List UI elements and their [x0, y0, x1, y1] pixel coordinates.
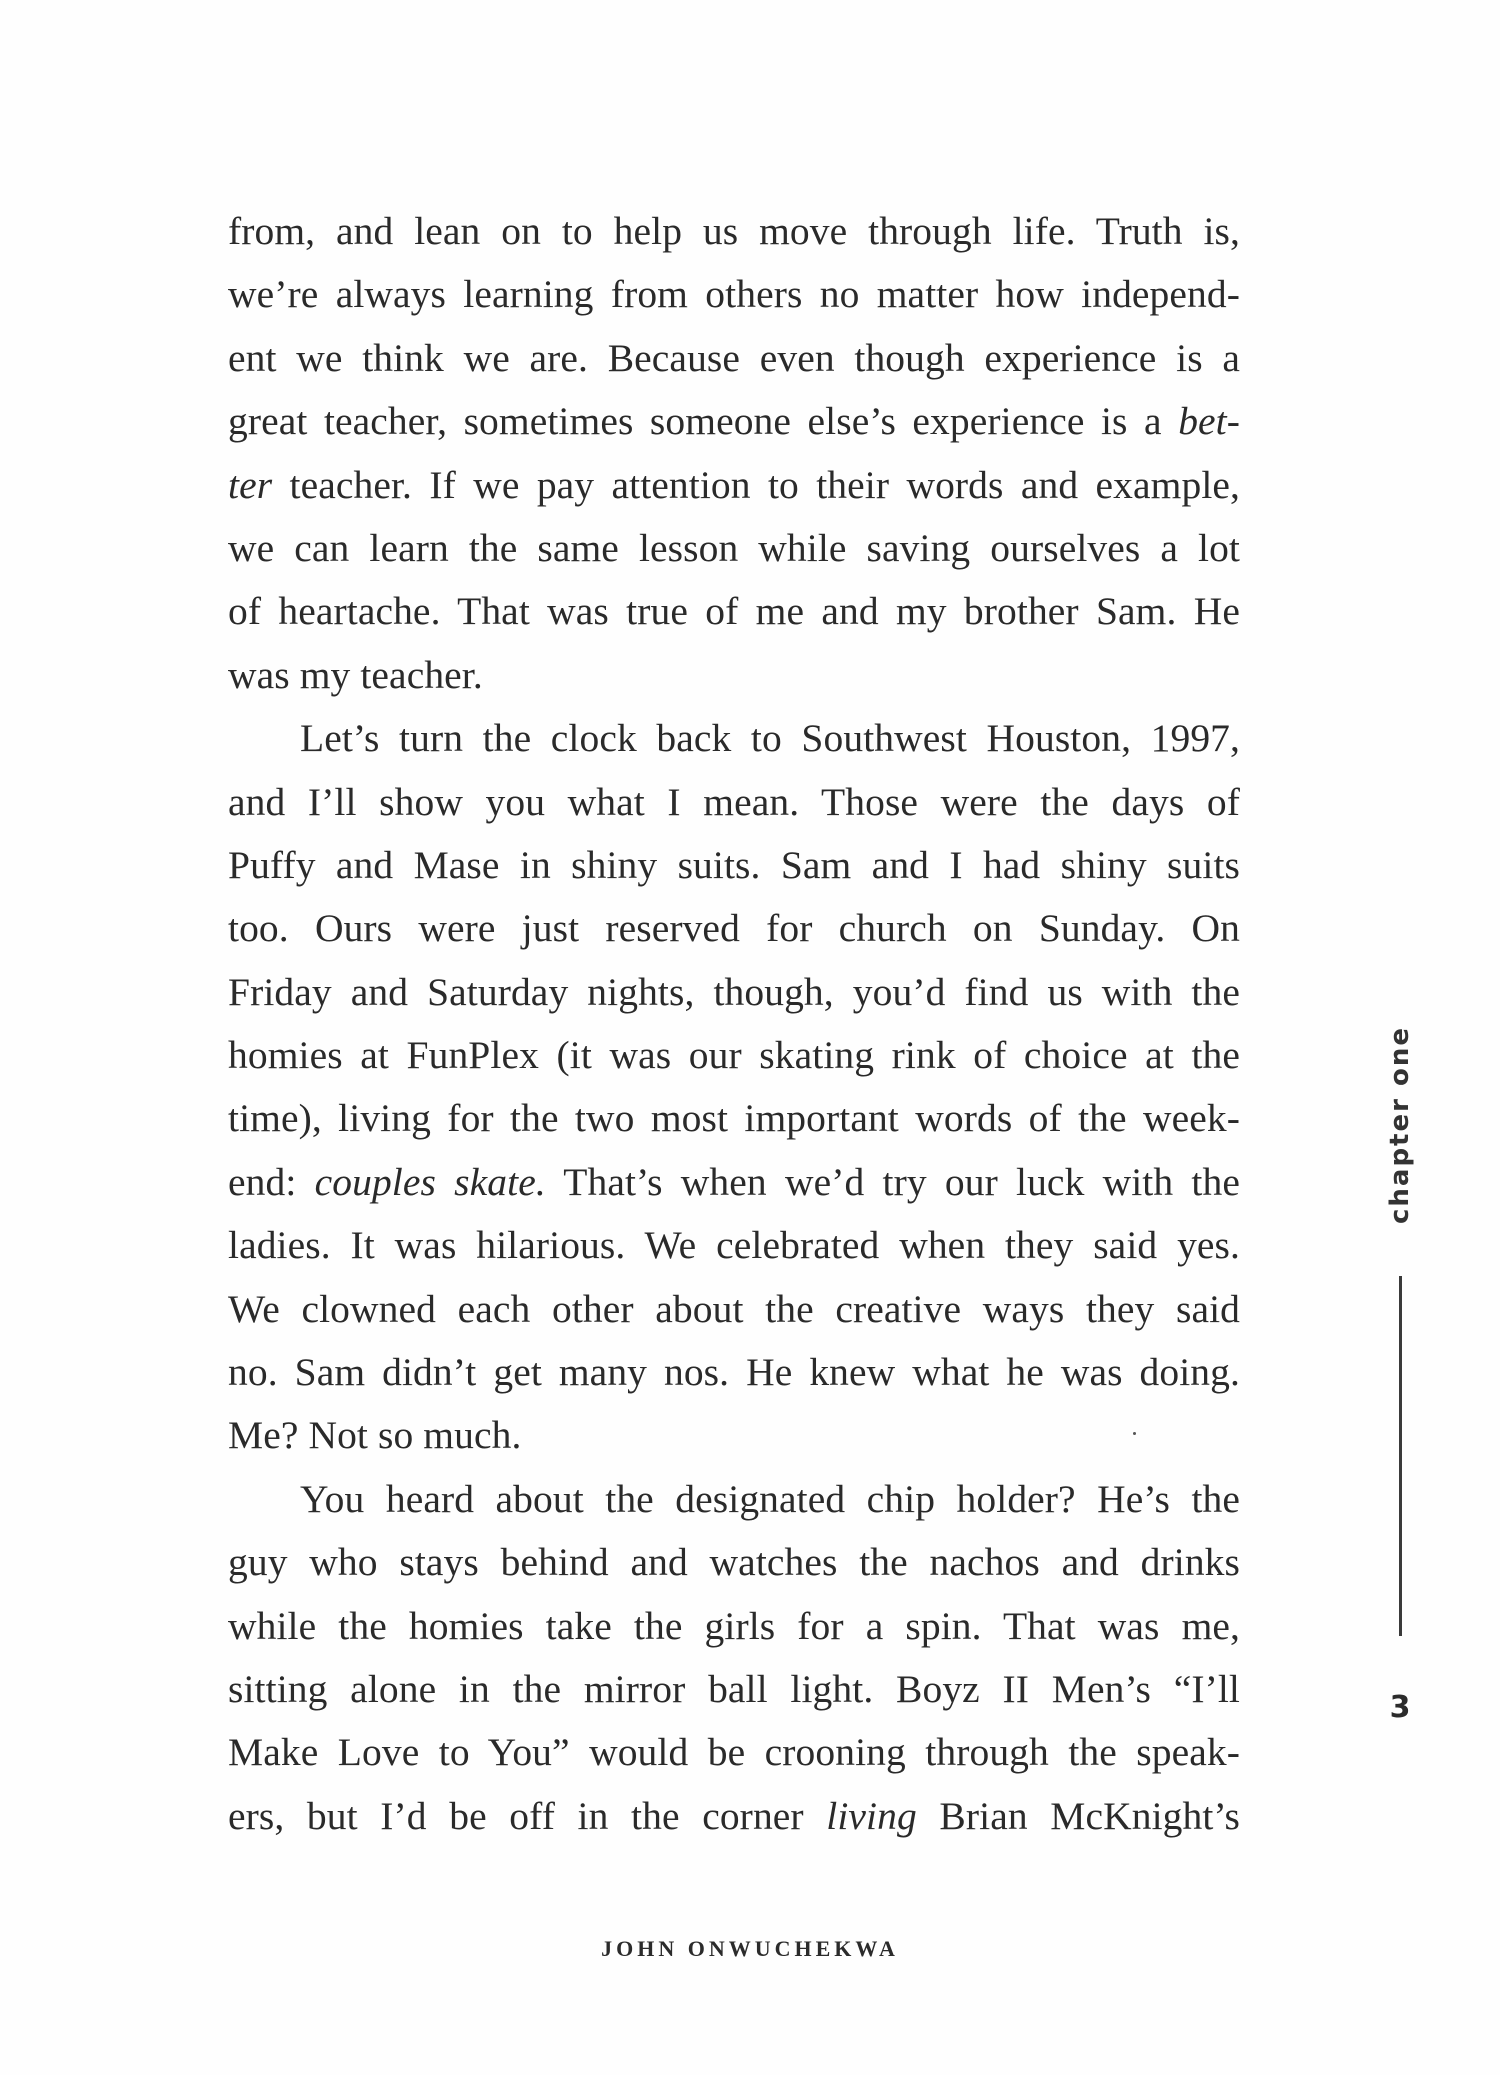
text-line: ladies. It was hilarious. We celebrated when they said yes.	[228, 1223, 1240, 1268]
text-line: and I’ll show you what I mean. Those were the days of	[228, 779, 1240, 824]
text-line: too. Ours were just reserved for church on Sunday. On	[228, 906, 1240, 951]
text-line: ers, but I’d be off in the corner living Brian McKnight’s	[228, 1793, 1241, 1838]
chapter-side-tab	[1370, 1020, 1430, 1230]
text-line: Me? Not so much.	[228, 1413, 522, 1458]
text-line: sitting alone in the mirror ball light. Boyz II Men’s “I’ll	[228, 1666, 1240, 1711]
text-line: ter teacher. If we pay attention to their words and example,	[228, 462, 1240, 507]
text-line: time), living for the two most important words of the week-	[228, 1096, 1240, 1141]
chapter-label: chapter one	[1385, 1025, 1415, 1225]
side-divider-rule	[1399, 1276, 1402, 1636]
page-number: 3	[1389, 1690, 1411, 1725]
text-line: We clowned each other about the creative ways they said	[228, 1286, 1240, 1331]
text-line: homies at FunPlex (it was our skating rink of choice at the	[228, 1033, 1240, 1078]
text-line: You heard about the designated chip holder? He’s the	[300, 1476, 1240, 1521]
text-line: end: couples skate. That’s when we’d try our luck with the	[228, 1159, 1240, 1204]
text-line: Make Love to You” would be crooning through the speak-	[228, 1730, 1240, 1775]
text-line: we can learn the same lesson while saving ourselves a lot	[228, 525, 1240, 570]
text-line: from, and lean on to help us move through life. Truth is,	[228, 209, 1240, 253]
text-line: of heartache. That was true of me and my brother Sam. He	[228, 589, 1240, 634]
text-line: was my teacher.	[228, 652, 483, 697]
body-text	[228, 200, 1240, 1848]
text-line: Friday and Saturday nights, though, you’d find us with the	[228, 969, 1240, 1014]
scan-speck	[1133, 1432, 1136, 1435]
text-line: ent we think we are. Because even though experience is a	[228, 335, 1240, 380]
text-line: Let’s turn the clock back to Southwest Houston, 1997,	[300, 716, 1240, 761]
text-line: we’re always learning from others no matter how independ-	[228, 272, 1240, 317]
text-line: Puffy and Mase in shiny suits. Sam and I had shiny suits	[228, 842, 1240, 887]
text-line: no. Sam didn’t get many nos. He knew what he was doing.	[228, 1350, 1240, 1395]
running-footer-author: JOHN ONWUCHEKWA	[601, 1936, 899, 1961]
text-line: great teacher, sometimes someone else’s experience is a bet-	[228, 399, 1240, 444]
text-line: guy who stays behind and watches the nachos and drinks	[228, 1540, 1240, 1585]
text-line: while the homies take the girls for a spin. That was me,	[228, 1603, 1240, 1648]
